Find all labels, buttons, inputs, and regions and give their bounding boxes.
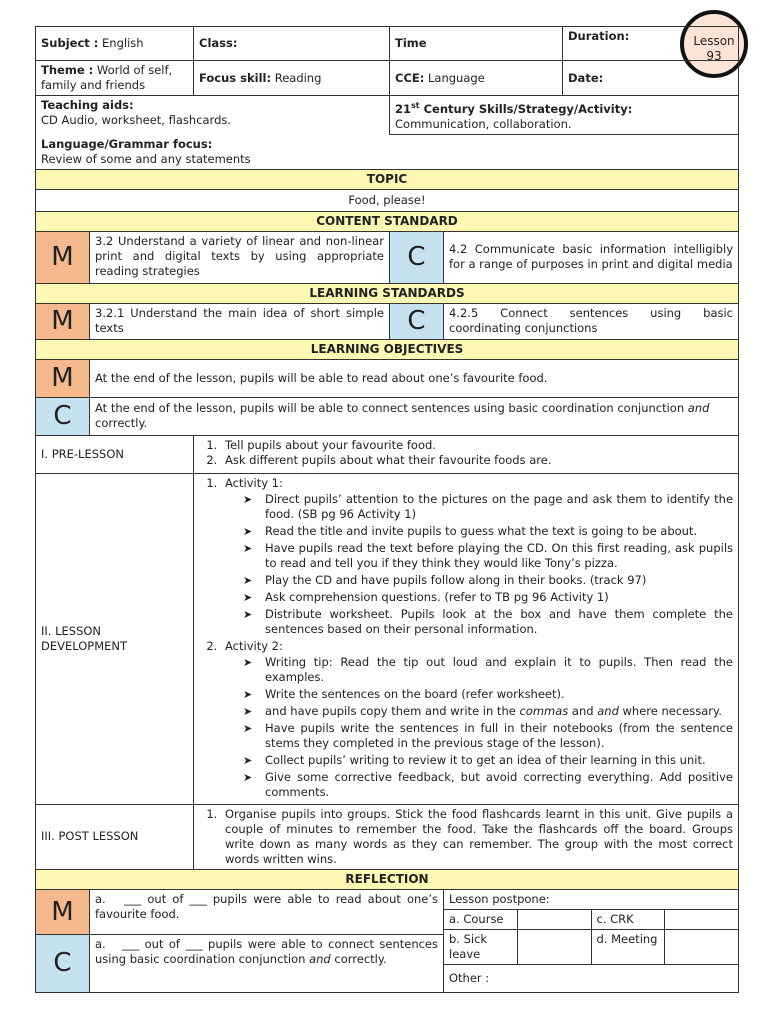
activity-2-title: Activity 2: <box>225 638 283 653</box>
reflection-c-text: a. ___ out of ___ pupils were able to connect sentences using basic coordination conjunction and correctly. <box>90 935 444 993</box>
learning-objectives-c-letter: C <box>36 397 90 435</box>
class-label: Class: <box>199 36 238 50</box>
activity-1 <box>221 476 733 637</box>
subject-value: English <box>102 36 144 50</box>
lesson-development-label: II. LESSON DEVELOPMENT <box>36 473 194 804</box>
learning-standards-c-letter: C <box>390 303 444 339</box>
lesson-plan-table <box>35 26 739 993</box>
activity-2 <box>221 639 733 800</box>
focus-skill-label: Focus skill: <box>199 70 272 85</box>
cce-cell <box>390 61 563 96</box>
focus-skill-value: Reading <box>274 70 322 85</box>
list-item: ➤ Write the sentences on the board (refer worksheet). <box>243 686 565 701</box>
learning-standards-m-text: 3.2.1 Understand the main idea of short simple texts <box>90 303 390 339</box>
arrow-bullet-icon: ➤ <box>243 704 253 718</box>
arrow-bullet-icon: ➤ <box>243 492 253 506</box>
century-skills-value: Communication, collaboration. <box>395 116 572 131</box>
topic-value: Food, please! <box>36 189 739 211</box>
reflection-m-statement: ___ out of ___ pupils were able to read about one’s favourite food. <box>95 891 439 921</box>
duration-cell <box>563 27 739 61</box>
content-standard-c-letter: C <box>390 231 444 283</box>
postpone-other: Other : <box>444 964 738 992</box>
arrow-bullet-icon: ➤ <box>243 607 253 621</box>
learning-standards-c-text: 4.2.5 Connect sentences using basic coordinating conjunctions <box>444 303 739 339</box>
postpone-options-table <box>444 890 738 993</box>
cce-value: Language <box>428 70 485 85</box>
grammar-focus-value: Review of some and any statements <box>41 151 251 166</box>
arrow-bullet-icon: ➤ <box>243 721 253 735</box>
grammar-focus-cell <box>36 134 739 169</box>
reflection-m-letter: M <box>36 889 90 935</box>
duration-label: Duration: <box>568 29 630 43</box>
list-item: ➤ and have pupils copy them and write in the commas and and where necessary. <box>243 703 722 718</box>
learning-standards-m-letter: M <box>36 303 90 339</box>
time-cell <box>390 27 563 61</box>
list-item: 1. Organise pupils into groups. Stick the food flashcards learnt in this unit. Give pupils a couple of minutes to remember the food. Take the flashcards off the board. Groups write down as many words as they can remember. The group with the most correct words written wins. <box>221 807 733 867</box>
arrow-bullet-icon: ➤ <box>243 524 253 538</box>
arrow-bullet-icon: ➤ <box>243 770 253 784</box>
arrow-bullet-icon: ➤ <box>243 655 253 669</box>
list-item: 1. Tell pupils about your favourite food. <box>221 438 733 453</box>
content-standard-m-text: 3.2 Understand a variety of linear and non-linear print and digital texts by using appropriate reading strategies <box>90 231 390 283</box>
pre-lesson-label: I. PRE-LESSON <box>36 435 194 473</box>
lesson-badge-label: Lesson <box>693 34 735 48</box>
learning-standards-heading: LEARNING STANDARDS <box>36 283 739 303</box>
century-skills-cell <box>390 96 739 135</box>
postpone-checkbox-sick-leave[interactable] <box>518 929 592 964</box>
postpone-option-crk: c. CRK <box>591 909 665 929</box>
arrow-bullet-icon: ➤ <box>243 590 253 604</box>
content-standard-c-text: 4.2 Communicate basic information intelligibly for a range of purposes in print and digital media <box>444 231 739 283</box>
pre-lesson-list <box>199 438 733 468</box>
learning-objectives-heading: LEARNING OBJECTIVES <box>36 339 739 359</box>
reflection-heading: REFLECTION <box>36 869 739 889</box>
activity-1-title: Activity 1: <box>225 475 283 490</box>
list-item: 2. Ask different pupils about what their favourite foods are. <box>221 453 733 468</box>
cce-label: CCE: <box>395 70 425 85</box>
lesson-postpone-cell <box>444 889 739 993</box>
class-cell <box>194 27 390 61</box>
subject-label: Subject : <box>41 36 99 50</box>
reflection-c-prefix: a. <box>95 937 106 952</box>
list-item: ➤ Play the CD and have pupils follow along in their books. (track 97) <box>243 572 647 587</box>
learning-objectives-m-letter: M <box>36 359 90 397</box>
reflection-m-prefix: a. <box>95 891 106 906</box>
list-item: ➤ Writing tip: Read the tip out loud and explain it to pupils. Then read the examples. <box>243 654 734 684</box>
activity-2-steps <box>225 655 733 800</box>
postpone-checkbox-meeting[interactable] <box>665 929 739 964</box>
teaching-aids-value: CD Audio, worksheet, flashcards. <box>41 113 232 127</box>
lesson-plan-sheet <box>35 26 738 993</box>
arrow-bullet-icon: ➤ <box>243 687 253 701</box>
post-lesson-content <box>194 804 739 869</box>
lesson-badge-number: 93 <box>706 49 722 63</box>
post-lesson-label: III. POST LESSON <box>36 804 194 869</box>
postpone-checkbox-course[interactable] <box>518 909 592 929</box>
list-item: ➤ Distribute worksheet. Pupils look at the box and have them complete the sentences based on their personal information. <box>243 606 734 636</box>
post-lesson-list <box>199 807 733 867</box>
learning-objectives-c-text: At the end of the lesson, pupils will be able to connect sentences using basic coordination conjunction and correctly. <box>90 397 739 435</box>
list-item: ➤ Read the title and invite pupils to guess what the text is going to be about. <box>243 523 698 538</box>
list-item: ➤ Collect pupils’ writing to review it to get an idea of their learning in this unit. <box>243 752 706 767</box>
reflection-c-letter: C <box>36 935 90 993</box>
arrow-bullet-icon: ➤ <box>243 541 253 555</box>
time-label: Time <box>395 36 427 50</box>
date-label: Date: <box>568 70 604 85</box>
teaching-aids-cell <box>36 96 390 135</box>
theme-value: World of self, family and friends <box>41 63 173 92</box>
grammar-focus-label: Language/Grammar focus: <box>41 136 213 151</box>
list-item: ➤ Have pupils write the sentences in full in their notebooks (from the sentence stems they completed in the previous stage of the lesson). <box>243 720 734 750</box>
list-item: ➤ Have pupils read the text before playing the CD. On this first reading, ask pupils to read and tell you if they think they would like Tony’s pizza. <box>243 540 734 570</box>
list-item: ➤ Ask comprehension questions. (refer to TB pg 96 Activity 1) <box>243 589 609 604</box>
arrow-bullet-icon: ➤ <box>243 753 253 767</box>
learning-objectives-m-text: At the end of the lesson, pupils will be able to read about one’s favourite food. <box>90 359 739 397</box>
postpone-label: Lesson postpone: <box>444 890 738 910</box>
arrow-bullet-icon: ➤ <box>243 573 253 587</box>
activity-1-steps <box>225 492 733 637</box>
topic-heading: TOPIC <box>36 169 739 189</box>
century-skills-label: 21st Century Skills/Strategy/Activity: <box>395 101 633 116</box>
focus-skill-cell <box>194 61 390 96</box>
date-cell <box>563 61 739 96</box>
lesson-development-list <box>199 476 733 800</box>
theme-cell <box>36 61 194 96</box>
postpone-option-course: a. Course <box>444 909 518 929</box>
content-standard-heading: CONTENT STANDARD <box>36 211 739 231</box>
postpone-option-sick-leave: b. Sick leave <box>444 929 518 964</box>
subject-cell <box>36 27 194 61</box>
postpone-checkbox-crk[interactable] <box>665 909 739 929</box>
teaching-aids-label: Teaching aids: <box>41 98 134 112</box>
list-item: ➤ Direct pupils’ attention to the pictures on the page and ask them to identify the food. (SB pg 96 Activity 1) <box>243 491 734 521</box>
theme-label: Theme : <box>41 63 94 77</box>
content-standard-m-letter: M <box>36 231 90 283</box>
list-item: ➤ Give some corrective feedback, but avoid correcting everything. Add positive comments. <box>243 769 734 799</box>
reflection-m-text <box>90 889 444 935</box>
lesson-development-content <box>194 473 739 804</box>
pre-lesson-content <box>194 435 739 473</box>
postpone-option-meeting: d. Meeting <box>591 929 665 964</box>
